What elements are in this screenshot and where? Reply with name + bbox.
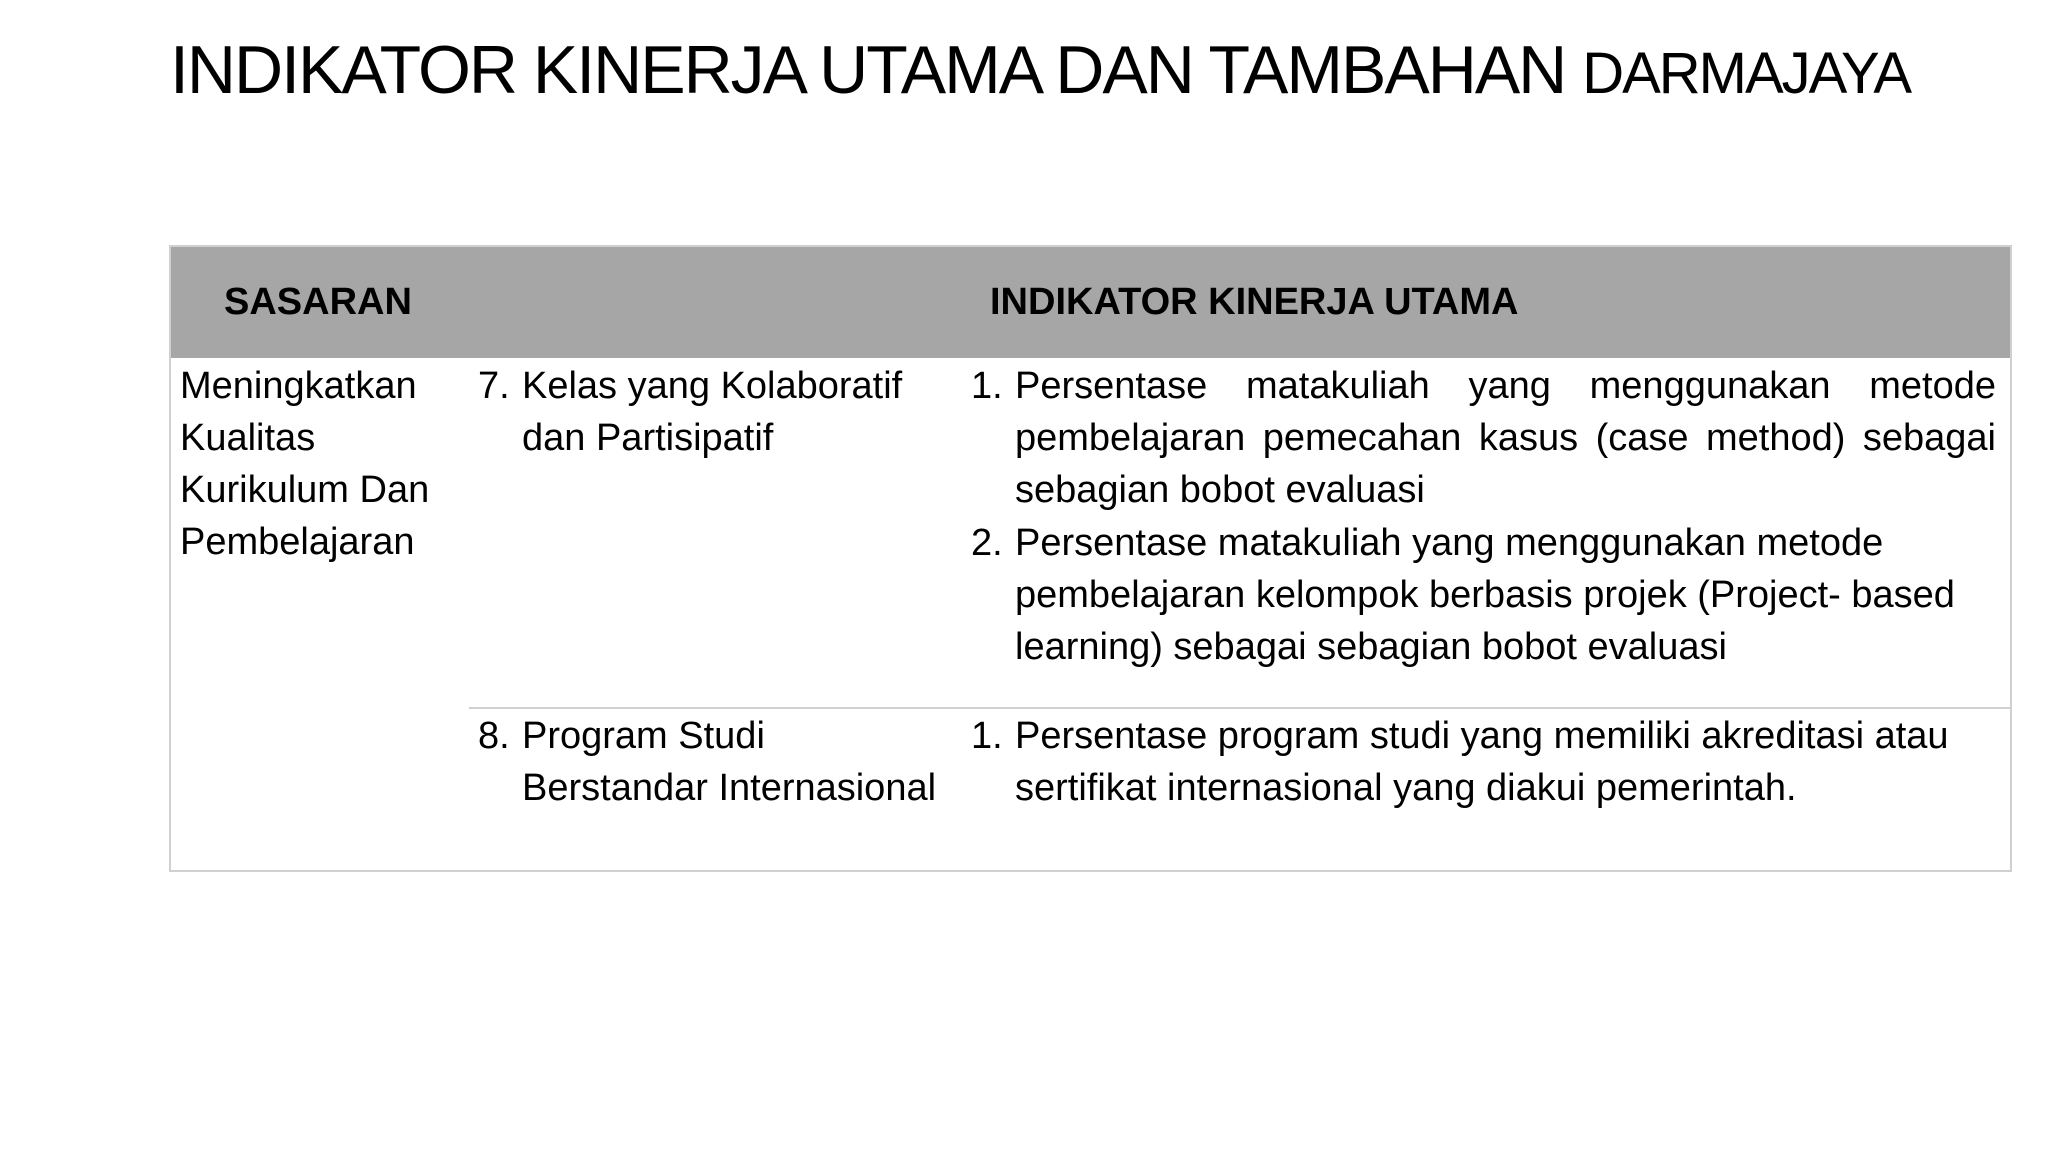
slide-title-main: INDIKATOR KINERJA UTAMA DAN TAMBAHAN bbox=[170, 32, 1566, 108]
slide-title bbox=[170, 30, 1910, 114]
table-header-row bbox=[171, 247, 2010, 358]
program-item-8 bbox=[478, 710, 948, 814]
program-label: Kelas yang Kolaboratif dan Partisipatif bbox=[522, 365, 903, 459]
indicator-8-1 bbox=[971, 710, 2011, 814]
indicator-text: Persentase program studi yang memiliki akreditasi atau sertifikat internasional yang diakui pemerintah. bbox=[1015, 715, 1949, 809]
program-label: Program Studi Berstandar Internasional bbox=[522, 715, 937, 809]
indicator-number: 1. bbox=[971, 715, 1003, 757]
indicator-7-2 bbox=[971, 517, 2011, 673]
row-divider bbox=[469, 707, 2010, 709]
header-indikator-kinerja-utama: INDIKATOR KINERJA UTAMA bbox=[990, 281, 1519, 323]
indicator-text: Persentase matakuliah yang menggunakan metode pembelajaran kelompok berbasis projek (Project- based learning) sebagai sebagian bobot evaluasi bbox=[1015, 522, 1955, 668]
header-sasaran: SASARAN bbox=[224, 281, 412, 323]
indicator-number: 2. bbox=[971, 522, 1003, 564]
indicator-text: Persentase matakuliah yang menggunakan metode pembelajaran pemecahan kasus (case method) sebagai sebagian bobot evaluasi bbox=[1015, 365, 1996, 511]
kpi-table bbox=[169, 245, 2012, 872]
program-number: 8. bbox=[478, 715, 510, 757]
program-number: 7. bbox=[478, 365, 510, 407]
indicator-number: 1. bbox=[971, 365, 1003, 407]
indicator-7-1 bbox=[971, 360, 1996, 516]
sasaran-cell: Meningkatkan Kualitas Kurikulum Dan Pembelajaran bbox=[180, 365, 430, 563]
slide-title-suffix: DARMAJAYA bbox=[1582, 41, 1911, 106]
program-item-7 bbox=[478, 360, 948, 464]
